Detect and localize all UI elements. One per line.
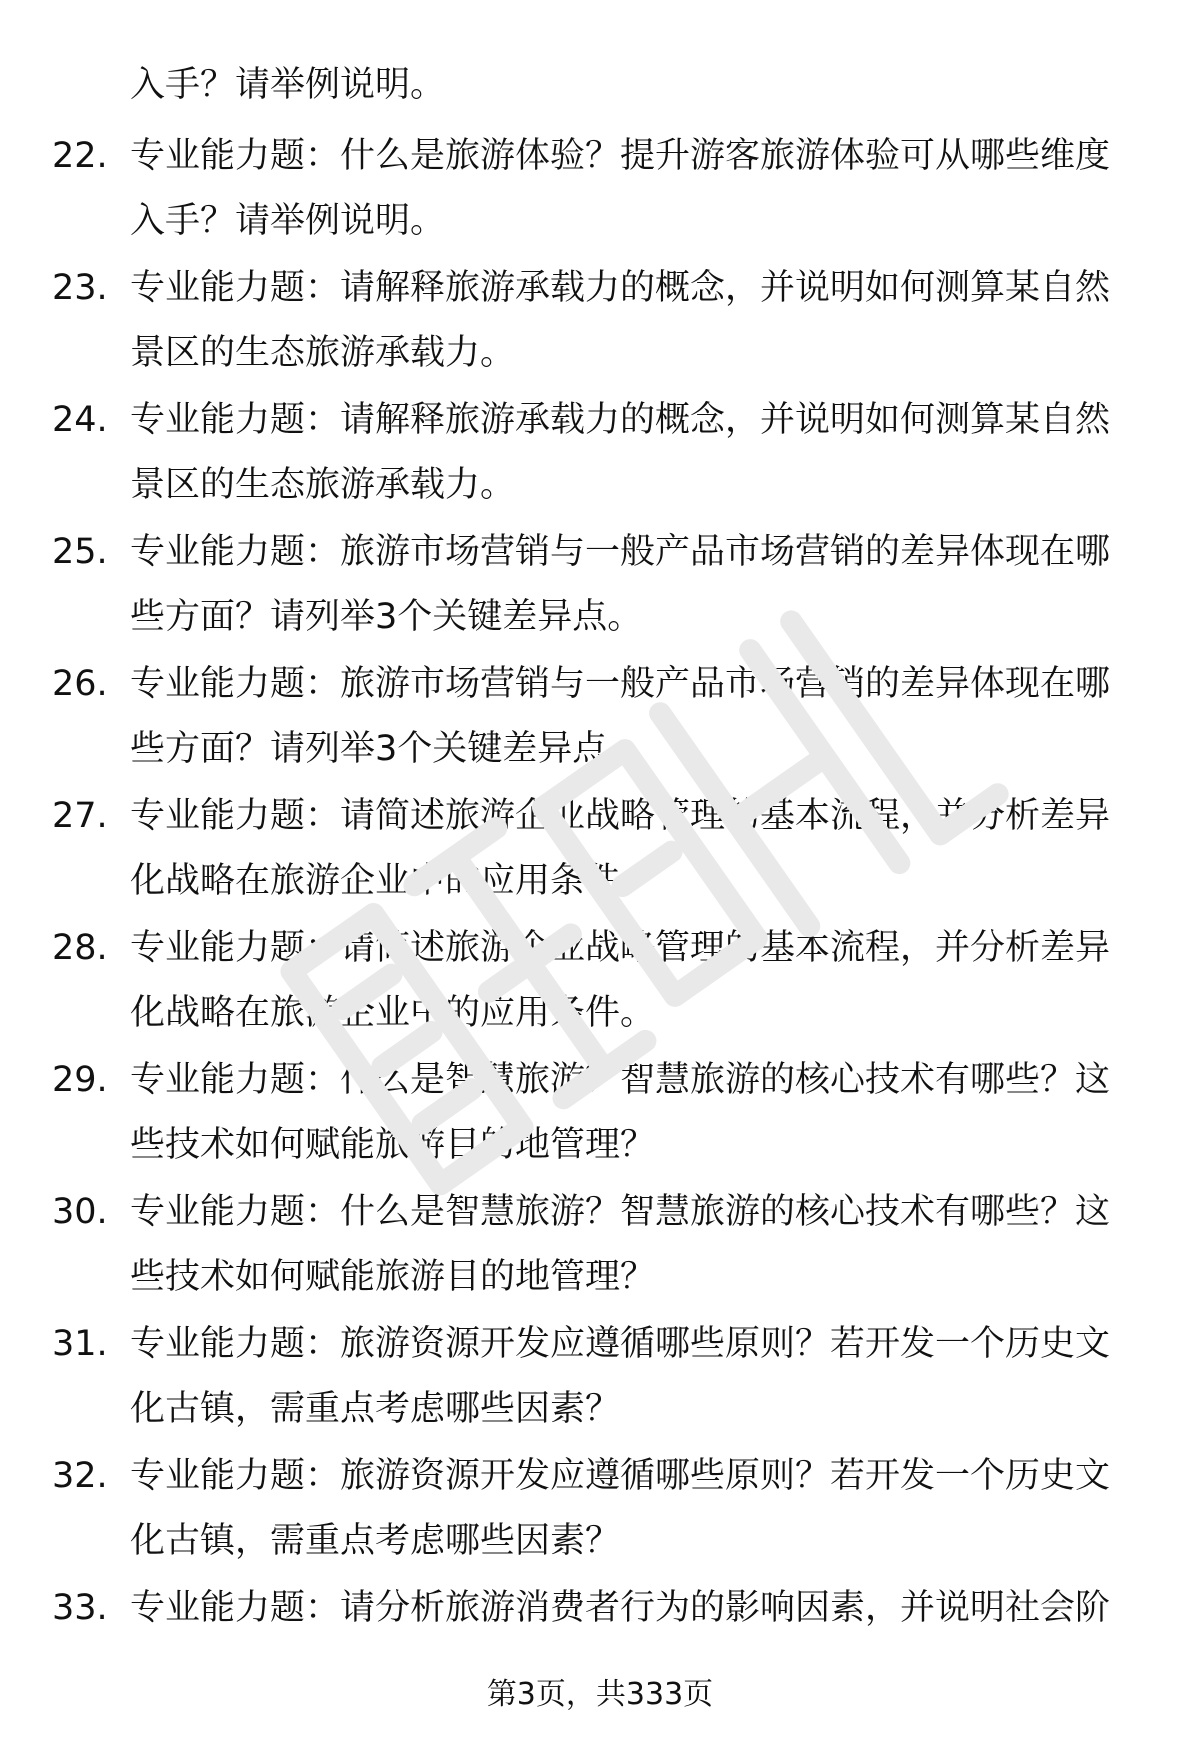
question-number: 22.	[52, 136, 108, 176]
question-text	[130, 1453, 1140, 1583]
question-number: 33.	[52, 1588, 108, 1628]
question-line: 专业能力题：请解释旅游承载力的概念，并说明如何测算某自然	[130, 268, 1111, 308]
question-line: 专业能力题：旅游市场营销与一般产品市场营销的差异体现在哪	[130, 664, 1111, 704]
question-line: 专业能力题：旅游资源开发应遵循哪些原则？若开发一个历史文	[130, 1324, 1111, 1364]
question-line: 专业能力题：什么是智慧旅游？智慧旅游的核心技术有哪些？这	[130, 1192, 1111, 1232]
question-line: 化战略在旅游企业中的应用条件。	[130, 993, 656, 1033]
question-text	[130, 661, 1140, 791]
question-line: 景区的生态旅游承载力。	[130, 333, 516, 373]
question-line: 入手？请举例说明。	[130, 201, 446, 241]
question-number: 29.	[52, 1060, 108, 1100]
question-line: 专业能力题：请分析旅游消费者行为的影响因素，并说明社会阶	[130, 1588, 1111, 1628]
question-text	[130, 1057, 1140, 1187]
question-number: 28.	[52, 928, 108, 968]
question-number: 23.	[52, 268, 108, 308]
page-footer: 第3页，共333页	[486, 1677, 714, 1712]
question-text	[130, 793, 1140, 923]
question-text	[130, 925, 1140, 1055]
question-number: 24.	[52, 400, 108, 440]
question-line: 专业能力题：什么是旅游体验？提升游客旅游体验可从哪些维度	[130, 136, 1111, 176]
question-number: 32.	[52, 1456, 108, 1496]
question-text	[130, 529, 1140, 659]
question-number: 31.	[52, 1324, 108, 1364]
question-text	[130, 397, 1140, 527]
question-line: 些技术如何赋能旅游目的地管理？	[130, 1125, 656, 1165]
question-line: 化古镇，需重点考虑哪些因素？	[130, 1389, 621, 1429]
question-line: 专业能力题：请简述旅游企业战略管理的基本流程，并分析差异	[130, 928, 1111, 968]
question-number: 27.	[52, 796, 108, 836]
question-line: 些方面？请列举3个关键差异点。	[130, 729, 643, 769]
question-line: 专业能力题：什么是智慧旅游？智慧旅游的核心技术有哪些？这	[130, 1060, 1111, 1100]
question-line: 专业能力题：请解释旅游承载力的概念，并说明如何测算某自然	[130, 400, 1111, 440]
question-line: 专业能力题：旅游市场营销与一般产品市场营销的差异体现在哪	[130, 532, 1111, 572]
continued-question-text: 入手？请举例说明。	[130, 65, 446, 105]
question-number: 25.	[52, 532, 108, 572]
question-line: 专业能力题：旅游资源开发应遵循哪些原则？若开发一个历史文	[130, 1456, 1111, 1496]
question-text	[130, 1321, 1140, 1451]
question-text	[130, 265, 1140, 395]
question-line: 专业能力题：请简述旅游企业战略管理的基本流程，并分析差异	[130, 796, 1111, 836]
question-text	[130, 1189, 1140, 1319]
question-line: 化战略在旅游企业中的应用条件。	[130, 861, 656, 901]
question-text	[130, 133, 1140, 263]
question-line: 些方面？请列举3个关键差异点。	[130, 597, 643, 637]
question-line: 化古镇，需重点考虑哪些因素？	[130, 1521, 621, 1561]
question-line: 些技术如何赋能旅游目的地管理？	[130, 1257, 656, 1297]
question-number: 26.	[52, 664, 108, 704]
question-number: 30.	[52, 1192, 108, 1232]
question-line: 景区的生态旅游承载力。	[130, 465, 516, 505]
question-text	[130, 1585, 1140, 1650]
